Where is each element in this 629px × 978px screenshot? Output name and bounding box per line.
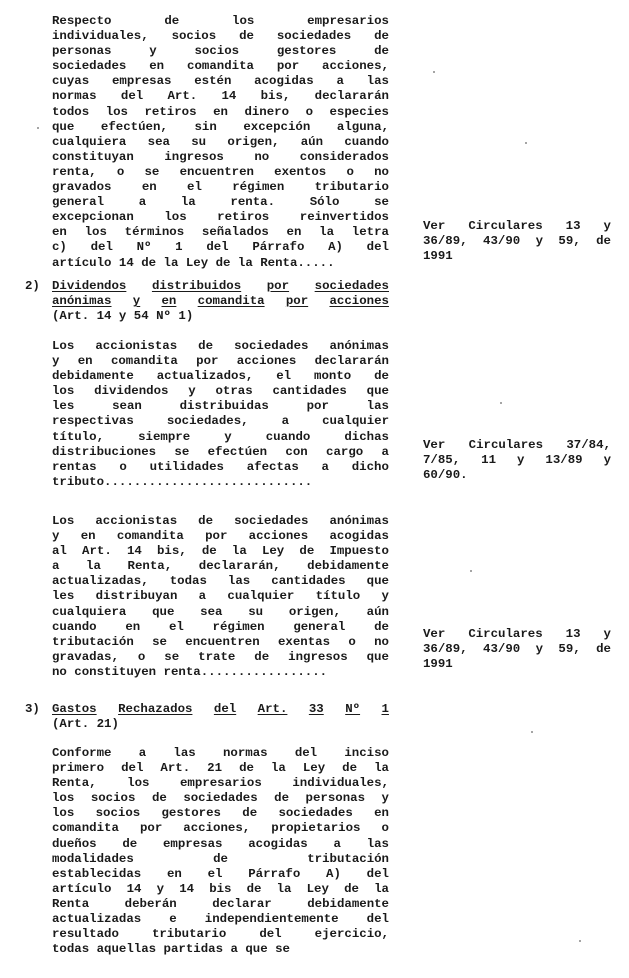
section-3-subtitle: (Art. 21) — [52, 717, 119, 731]
note-line: Ver Circulares 37/84, — [423, 438, 611, 452]
text-line: establecidas en el Párrafo A) del — [52, 866, 389, 881]
text-line: cuyas empresas estén acogidas a las — [52, 74, 389, 89]
text-line: gravados en el régimen tributario — [52, 180, 389, 195]
margin-note-circulares-1 — [423, 219, 611, 264]
text-line: modalidades de tributación — [52, 851, 389, 866]
text-line: en los términos señalados en la letra — [52, 225, 389, 240]
section-2-subtitle: (Art. 14 y 54 Nº 1) — [52, 309, 194, 323]
note-line: 36/89, 43/90 y 59, de — [423, 234, 611, 249]
section-3-number: 3) — [25, 702, 40, 716]
margin-note-circulares-3 — [423, 627, 611, 672]
paragraph-dividendos-accionistas — [52, 339, 389, 490]
text-line: excepcionan los retiros reinvertidos — [52, 210, 389, 225]
note-line: 60/90. — [423, 468, 468, 483]
text-line: constituyan ingresos no considerados — [52, 149, 389, 164]
text-line: cuando en el régimen general de — [52, 619, 389, 634]
paragraph-accionistas-14bis — [52, 514, 389, 680]
text-line: tributación se encuentren exentas o no — [52, 634, 389, 649]
text-line: Los accionistas de sociedades anónimas — [52, 339, 389, 353]
text-line: al Art. 14 bis, de la Ley de Impuesto — [52, 544, 389, 559]
text-line: Respecto de los empresarios — [52, 14, 389, 28]
text-line: distribuciones se efectúen con cargo a — [52, 444, 389, 459]
text-line: los dividendos y otras cantidades que — [52, 384, 389, 399]
text-line: los socios gestores de sociedades en — [52, 806, 389, 821]
text-line: y en comandita por acciones declararán — [52, 354, 389, 369]
text-line: título, siempre y cuando dichas — [52, 429, 389, 444]
text-line: primero del Art. 21 de la Ley de la — [52, 761, 389, 776]
text-line: Renta deberán declarar debidamente — [52, 896, 389, 911]
section-3-title-line-1: Gastos Rechazados del Art. 33 Nº 1 — [52, 702, 389, 716]
text-line: renta, o se encuentren exentos o no — [52, 164, 389, 179]
note-line: 36/89, 43/90 y 59, de — [423, 642, 611, 657]
text-line: a la Renta, declararán, debidamente — [52, 559, 389, 574]
text-line: debidamente actualizados, el monto de — [52, 369, 389, 384]
text-line: cualquiera sea su origen, aún cuando — [52, 134, 389, 149]
note-line: 1991 — [423, 657, 453, 672]
paragraph-retiros-empresarios — [52, 14, 389, 271]
text-line: comandita por acciones, propietarios o — [52, 821, 389, 836]
text-line: dueños de empresas acogidas a las — [52, 836, 389, 851]
note-line: Ver Circulares 13 y — [423, 219, 611, 233]
text-line: los socios de sociedades de personas y — [52, 791, 389, 806]
text-line: c) del Nº 1 del Párrafo A) del — [52, 240, 389, 255]
text-line: no constituyen renta................. — [52, 664, 328, 679]
text-line: normas del Art. 14 bis, declararán — [52, 89, 389, 104]
text-line: resultado tributario del ejercicio, — [52, 927, 389, 942]
text-line: que efectúen, sin excepción alguna, — [52, 119, 389, 134]
scan-speck — [37, 127, 39, 129]
text-line: todas aquellas partidas a que se — [52, 942, 290, 957]
note-line: 1991 — [423, 249, 453, 264]
text-line: artículo 14 y 14 bis de la Ley de la — [52, 881, 389, 896]
text-line: individuales, socios de sociedades de — [52, 29, 389, 44]
text-line: Conforme a las normas del inciso — [52, 746, 389, 760]
text-line: general a la renta. Sólo se — [52, 195, 389, 210]
text-line: les sean distribuidas por las — [52, 399, 389, 414]
scan-speck — [470, 570, 472, 572]
section-2-title-line-1: Dividendos distribuidos por sociedades — [52, 279, 389, 293]
text-line: personas y socios gestores de — [52, 44, 389, 59]
section-2-title-line-2: anónimas y en comandita por acciones — [52, 294, 389, 308]
text-line: Renta, los empresarios individuales, — [52, 776, 389, 791]
paragraph-gastos-rechazados — [52, 746, 389, 957]
scan-speck — [525, 142, 527, 144]
text-line: les distribuyan a cualquier título y — [52, 589, 389, 604]
text-line: gravadas, o se trate de ingresos que — [52, 649, 389, 664]
text-line: tributo............................ — [52, 474, 313, 489]
text-line: rentas o utilidades afectas a dicho — [52, 459, 389, 474]
section-2-number: 2) — [25, 279, 40, 293]
text-line: y en comandita por acciones acogidas — [52, 529, 389, 544]
text-line: cualquiera que sea su origen, aún — [52, 604, 389, 619]
scan-speck — [531, 731, 533, 733]
margin-note-circulares-2 — [423, 438, 611, 483]
text-line: Los accionistas de sociedades anónimas — [52, 514, 389, 528]
text-line: todos los retiros en dinero o especies — [52, 104, 389, 119]
text-line: artículo 14 de la Ley de la Renta..... — [52, 255, 335, 270]
text-line: actualizadas e independientemente del — [52, 912, 389, 927]
text-line: respectivas sociedades, a cualquier — [52, 414, 389, 429]
scan-speck — [579, 940, 581, 942]
text-line: actualizadas, todas las cantidades que — [52, 574, 389, 589]
note-line: 7/85, 11 y 13/89 y — [423, 453, 611, 468]
text-line: sociedades en comandita por acciones, — [52, 59, 389, 74]
note-line: Ver Circulares 13 y — [423, 627, 611, 641]
scan-speck — [500, 402, 502, 404]
scan-speck — [433, 71, 435, 73]
